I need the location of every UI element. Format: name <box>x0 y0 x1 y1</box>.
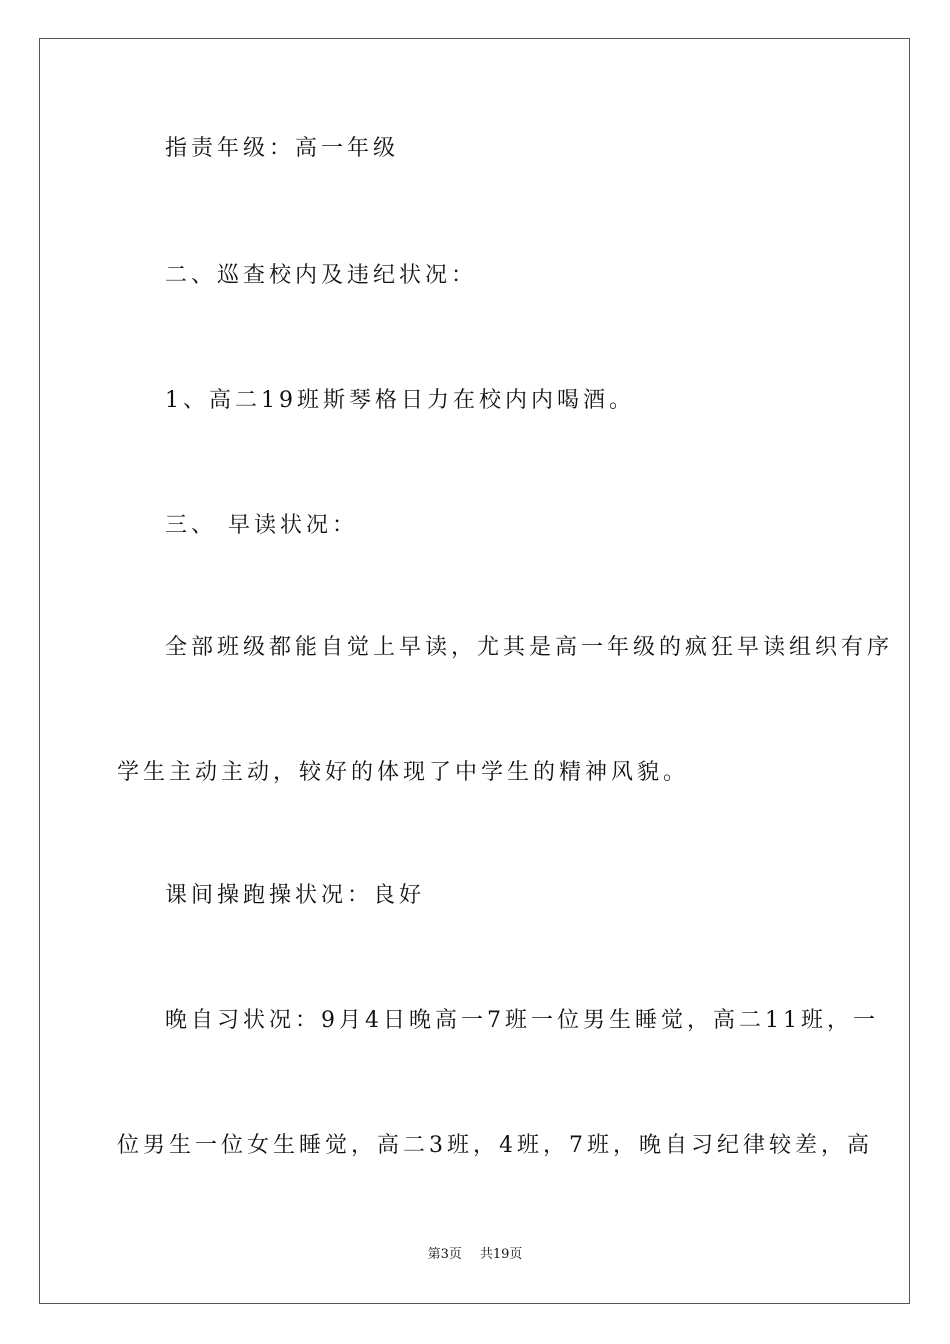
paragraph-line-9: 位男生一位女生睡觉，高二3班，4班，7班，晚自习纪律较差，高 <box>117 1133 873 1158</box>
page-number: 第3页 <box>427 1247 462 1262</box>
paragraph-line-8: 晚自习状况：9月4日晚高一7班一位男生睡觉，高二11班，一 <box>165 1008 879 1033</box>
total-pages: 共19页 <box>479 1247 523 1262</box>
page-footer <box>0 1246 950 1264</box>
text-line-1: 指责年级：高一年级 <box>165 136 400 161</box>
text-line-7: 课间操跑操状况：良好 <box>165 883 426 908</box>
paragraph-line-5: 全部班级都能自觉上早读，尤其是高一年级的疯狂早读组织有序 <box>165 635 894 660</box>
text-line-3: 1、高二19班斯琴格日力在校内内喝酒。 <box>165 388 635 413</box>
section-heading-3: 三、 早读状况： <box>165 513 358 538</box>
paragraph-line-6: 学生主动主动，较好的体现了中学生的精神风貌。 <box>117 760 690 785</box>
page-frame <box>39 38 910 1304</box>
section-heading-2: 二、巡查校内及违纪状况： <box>165 263 478 288</box>
